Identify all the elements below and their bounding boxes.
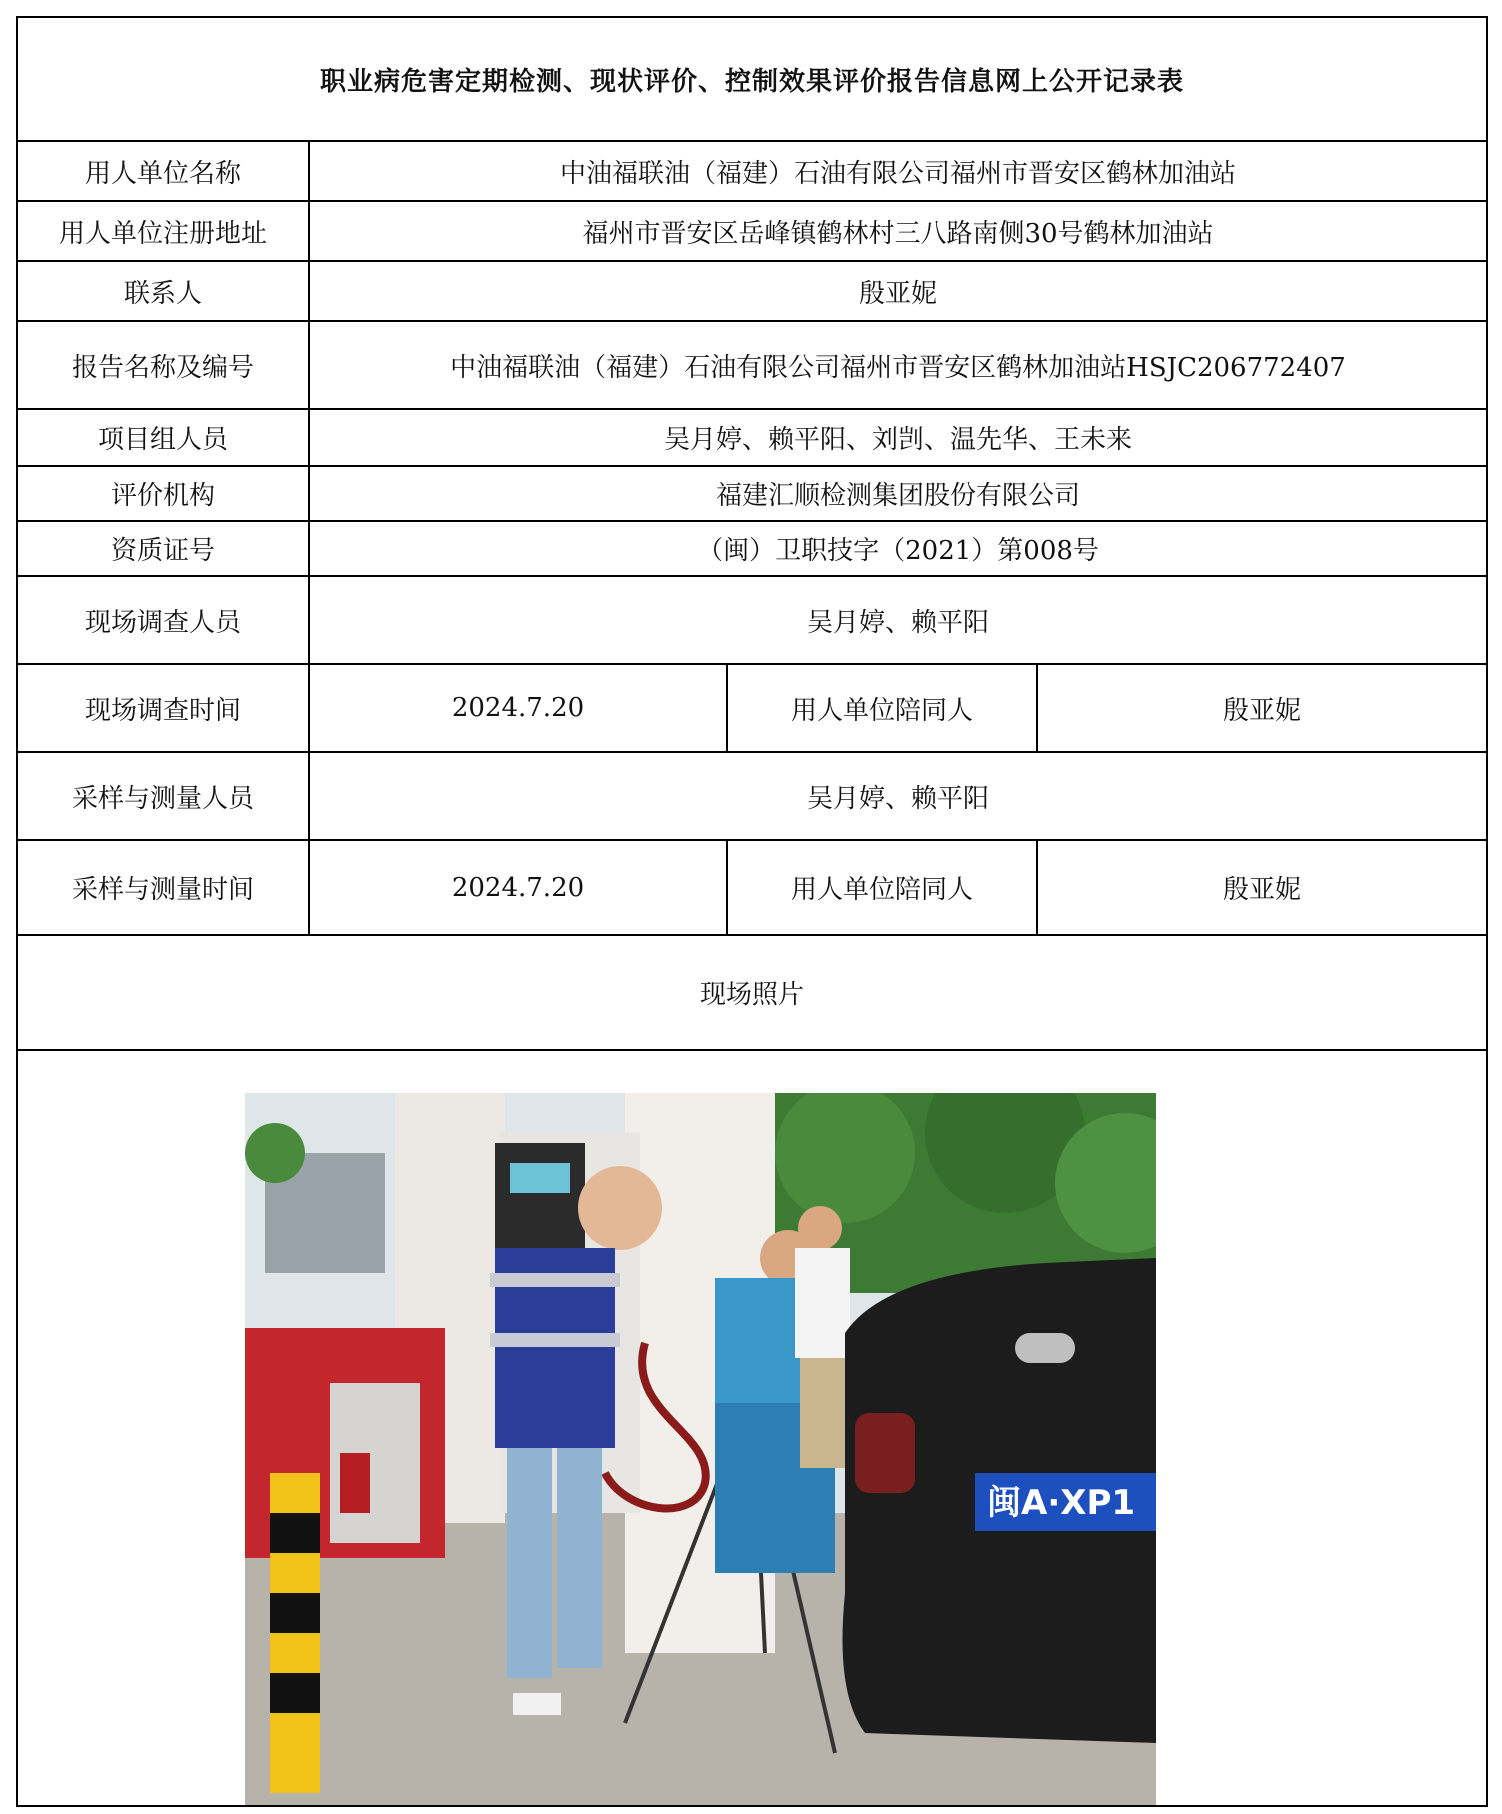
unit-name-label: 用人单位名称 [17, 141, 309, 201]
sampling-time-label: 采样与测量时间 [17, 840, 309, 935]
cert-label: 资质证号 [17, 521, 309, 576]
report-value: 中油福联油（福建）石油有限公司福州市晋安区鹤林加油站HSJC206772407 [309, 321, 1487, 409]
sampling-staff-value: 吴月婷、赖平阳 [309, 752, 1487, 840]
record-table [16, 16, 1488, 1807]
sampling-staff-label: 采样与测量人员 [17, 752, 309, 840]
photo-cell [17, 1050, 1487, 1806]
survey-staff-label: 现场调查人员 [17, 576, 309, 664]
cert-value: （闽）卫职技字（2021）第008号 [309, 521, 1487, 576]
unit-name-value: 中油福联油（福建）石油有限公司福州市晋安区鹤林加油站 [309, 141, 1487, 201]
document-title: 职业病危害定期检测、现状评价、控制效果评价报告信息网上公开记录表 [17, 17, 1487, 141]
report-label: 报告名称及编号 [17, 321, 309, 409]
license-plate: 闽A·XP1 [987, 1483, 1136, 1523]
survey-time-label: 现场调查时间 [17, 664, 309, 752]
contact-value: 殷亚妮 [309, 261, 1487, 321]
contact-label: 联系人 [17, 261, 309, 321]
site-photo [245, 1093, 1156, 1805]
unit-address-label: 用人单位注册地址 [17, 201, 309, 261]
sampling-escort-label: 用人单位陪同人 [727, 840, 1037, 935]
agency-label: 评价机构 [17, 466, 309, 521]
sampling-escort-value: 殷亚妮 [1037, 840, 1487, 935]
site-photo-illustration [245, 1093, 1156, 1805]
team-value: 吴月婷、赖平阳、刘剀、温先华、王未来 [309, 409, 1487, 466]
survey-escort-value: 殷亚妮 [1037, 664, 1487, 752]
survey-time-value: 2024.7.20 [309, 664, 727, 752]
photo-section-label: 现场照片 [17, 935, 1487, 1050]
survey-escort-label: 用人单位陪同人 [727, 664, 1037, 752]
sampling-time-value: 2024.7.20 [309, 840, 727, 935]
agency-value: 福建汇顺检测集团股份有限公司 [309, 466, 1487, 521]
team-label: 项目组人员 [17, 409, 309, 466]
unit-address-value: 福州市晋安区岳峰镇鹤林村三八路南侧30号鹤林加油站 [309, 201, 1487, 261]
survey-staff-value: 吴月婷、赖平阳 [309, 576, 1487, 664]
